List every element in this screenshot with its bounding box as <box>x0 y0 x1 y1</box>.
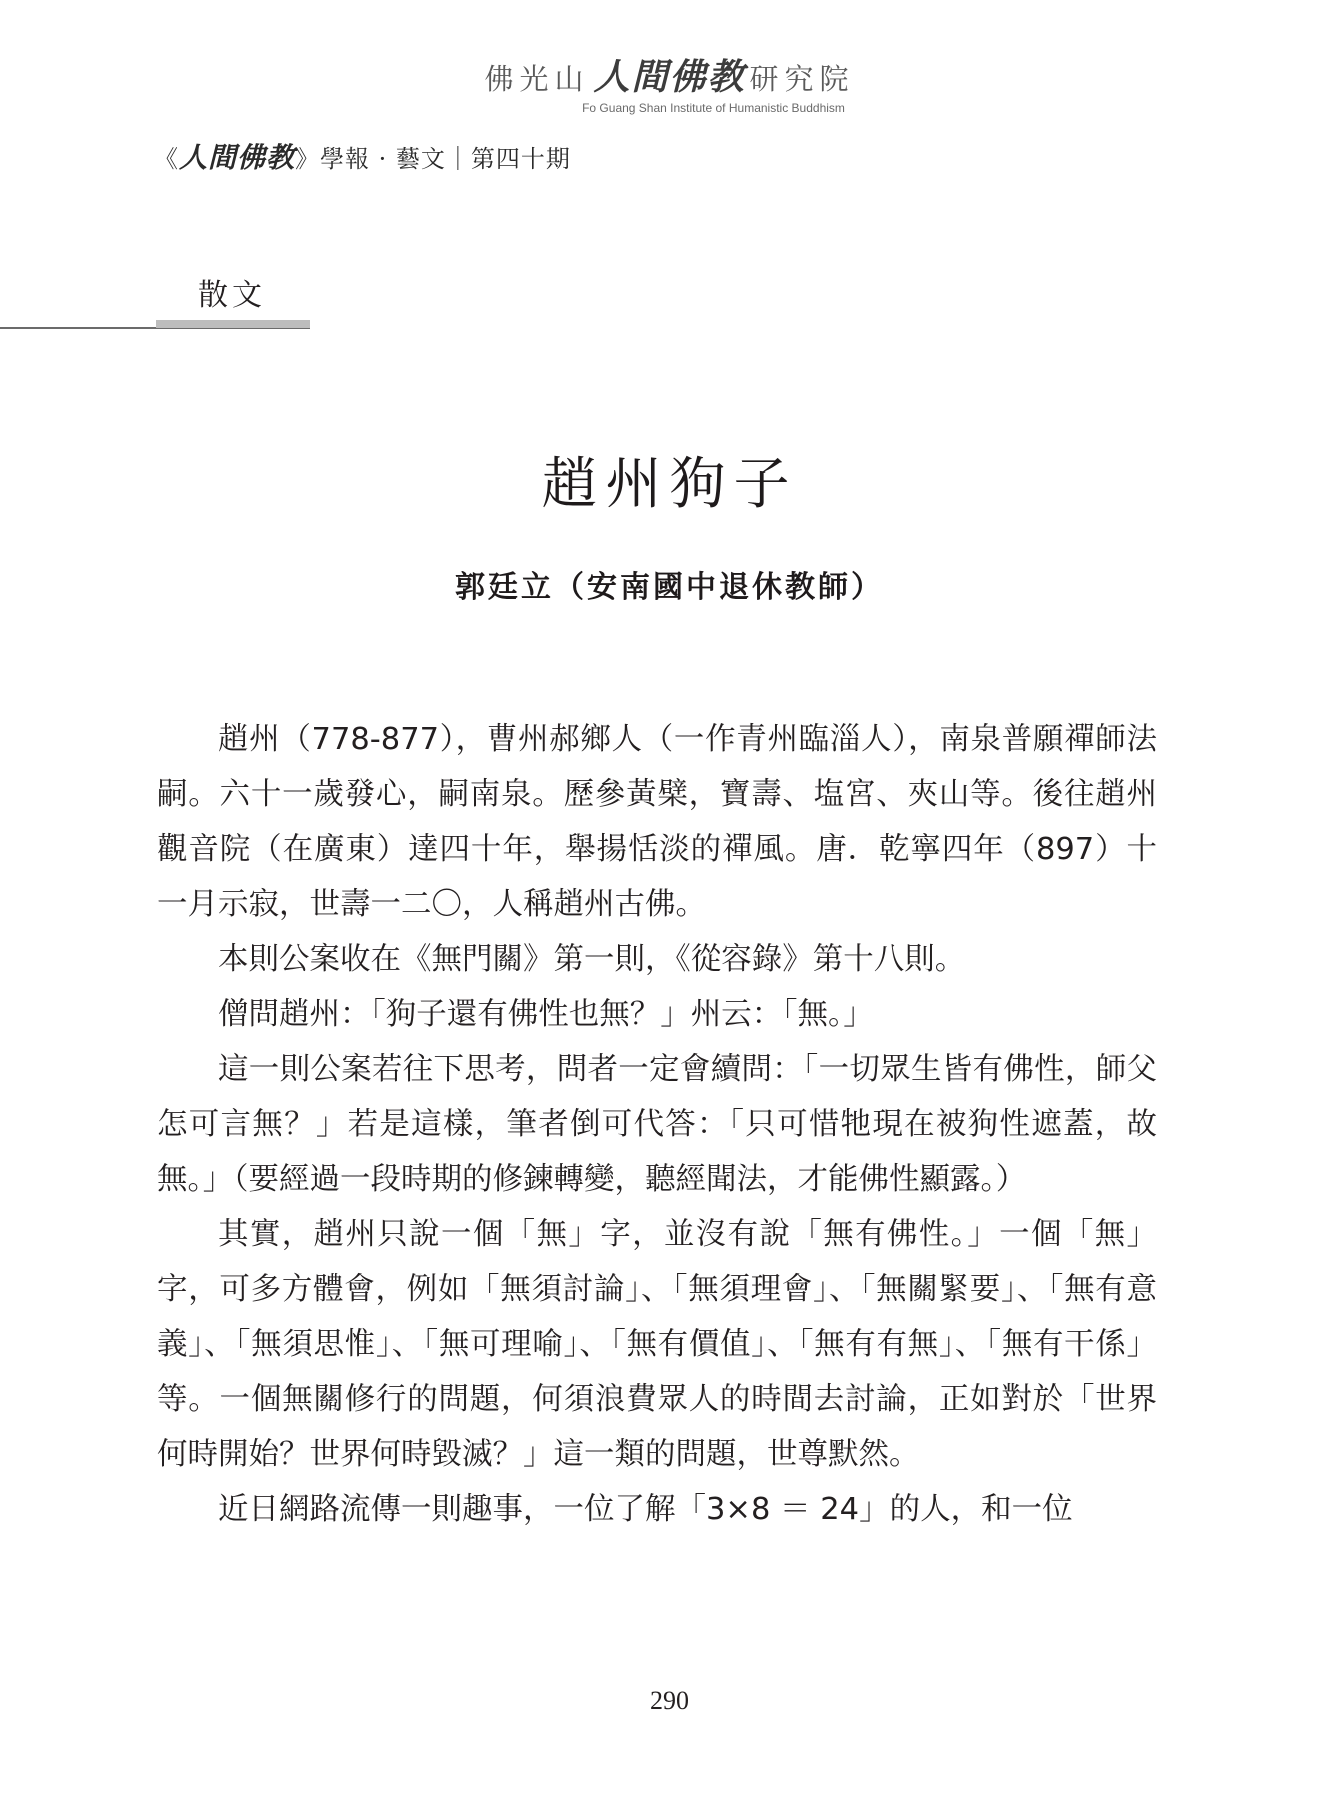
body-paragraph: 近日網路流傳一則趣事，一位了解「3×8 ＝ 24」的人，和一位 <box>218 1492 1073 1527</box>
body-paragraph: 僧問趙州：「狗子還有佛性也無？」州云：「無。」 <box>218 997 874 1032</box>
article-body <box>157 712 1157 1537</box>
journal-brand-logo: 人間佛教 <box>179 141 296 174</box>
article-title: 趙州狗子 <box>541 452 798 517</box>
section-divider-accent <box>156 320 310 328</box>
body-paragraph: 其實，趙州只說一個「無」字，並沒有說「無有佛性。」一個「無」字，可多方體會，例如「無須討論」、「無須理會」、「無關緊要」、「無有意義」、「無須思惟」、「無可理喻」、「無有價值」、「無有有無」、「無有干係」等。一個無關修行的問題，何須浪費眾人的時間去討論，正如對於「世界何時開始？世界何時毀滅？」這一類的問題，世尊默然。 <box>157 1217 1157 1472</box>
body-paragraph: 本則公案收在《無門關》第一則，《從容錄》第十八則。 <box>218 942 966 977</box>
article-author: 郭廷立（安南國中退休教師） <box>455 570 884 605</box>
journal-issue-info: 》學報 · 藝文｜第四十期 <box>295 145 571 173</box>
institute-name <box>0 58 1339 99</box>
section-label: 散文 <box>198 278 266 313</box>
institute-header <box>0 58 1339 115</box>
body-paragraph: 趙州（778-877），曹州郝鄉人（一作青州臨淄人），南泉普願禪師法嗣。六十一歲發心，嗣南泉。歷參黃檗，寶壽、塩宮、夾山等。後往趙州觀音院（在廣東）達四十年，舉揚恬淡的禪風。唐．乾寧四年（897）十一月示寂，世壽一二〇，人稱趙州古佛。 <box>157 722 1157 922</box>
journal-running-header <box>154 136 571 176</box>
institute-english-name: Fo Guang Shan Institute of Humanistic Buddhism <box>582 101 845 115</box>
institute-brand-logo: 人間佛教 <box>593 57 746 98</box>
page-number: 290 <box>650 1686 689 1715</box>
institute-suffix: 研究院 <box>749 62 855 96</box>
institute-prefix: 佛光山 <box>484 62 590 96</box>
body-paragraph: 這一則公案若往下思考，問者一定會續問：「一切眾生皆有佛性，師父怎可言無？」若是這樣，筆者倒可代答：「只可惜牠現在被狗性遮蓋，故無。」（要經過一段時期的修鍊轉變，聽經聞法，才能佛性顯露。） <box>157 1052 1157 1197</box>
journal-open-bracket: 《 <box>154 145 179 173</box>
